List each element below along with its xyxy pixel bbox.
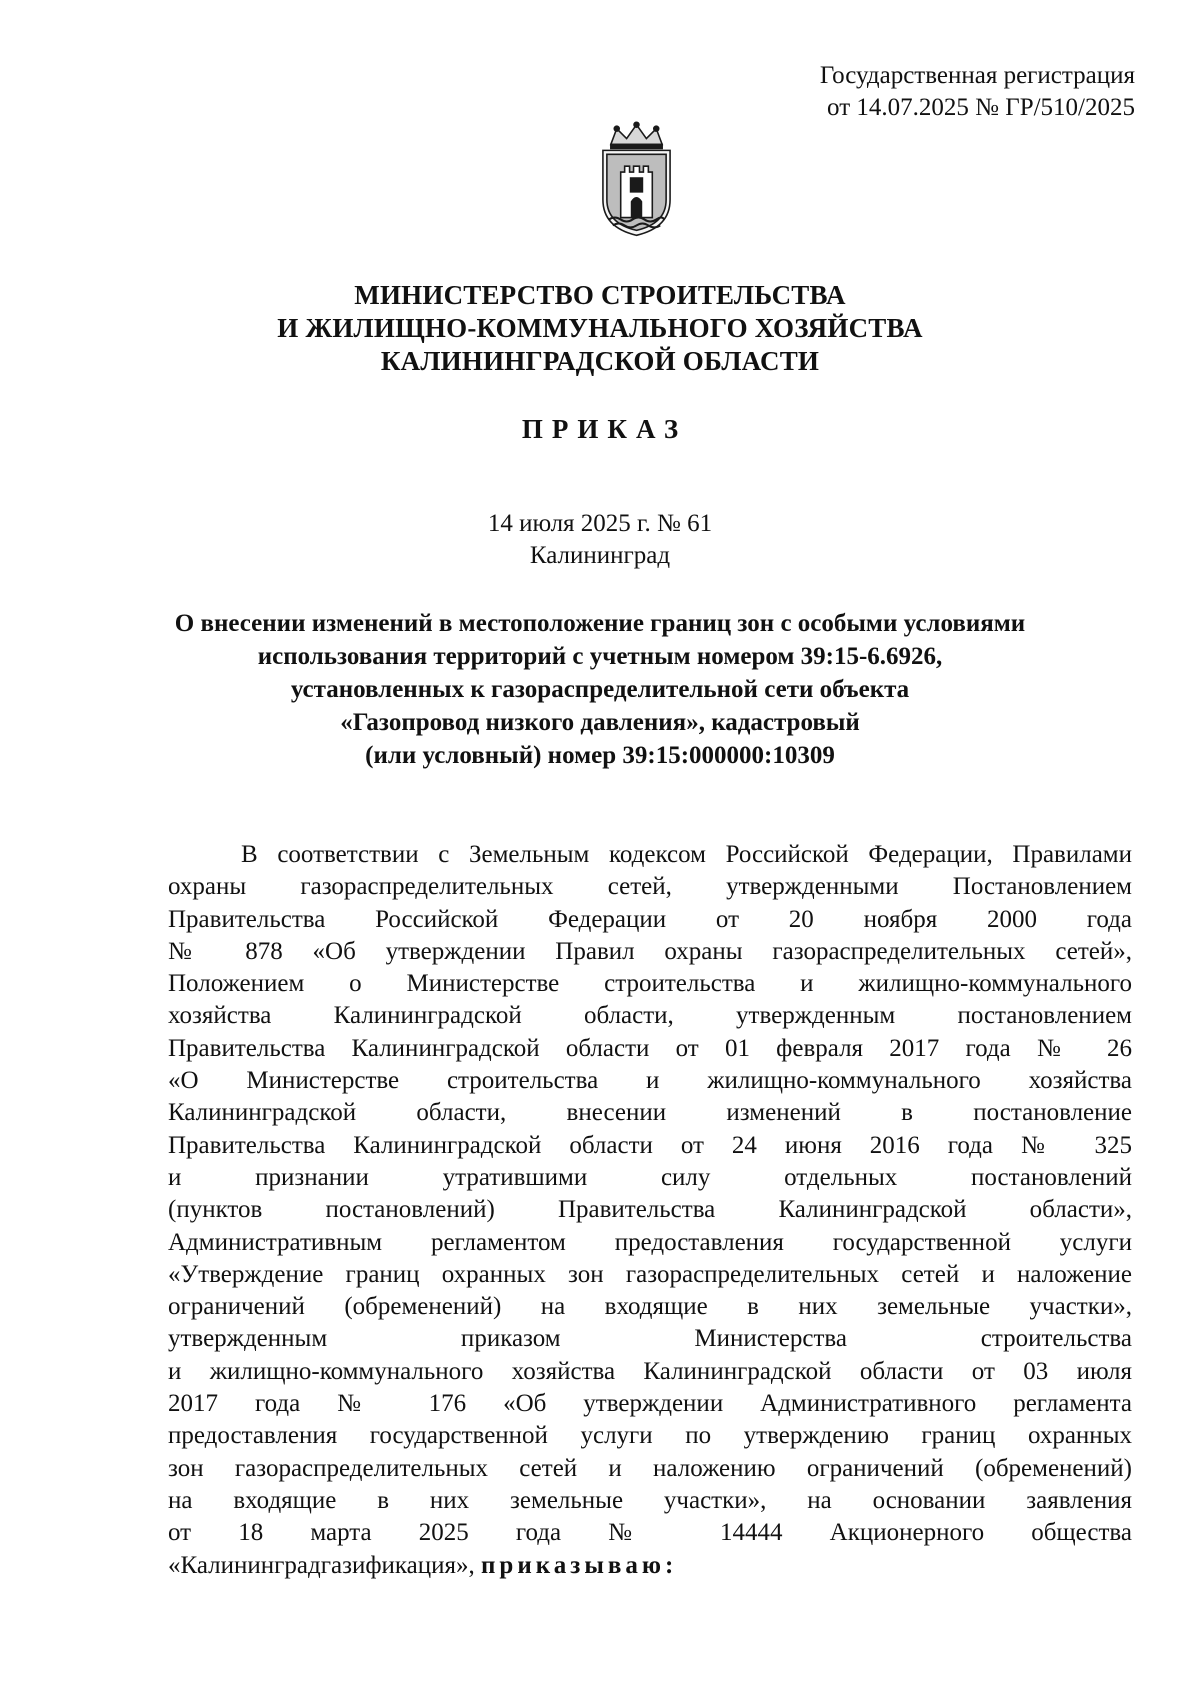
paragraph-line: и признании утратившими силу отдельных постановлений [168,1163,1132,1191]
company-name-text: «Калининградгазификация», [168,1551,475,1579]
subject-line: «Газопровод низкого давления», кадастровый [340,709,860,736]
subject-line: (или условный) номер 39:15:000000:10309 [365,742,835,769]
paragraph-line: Правительства Российской Федерации от 20 ноября 2000 года [168,905,1132,933]
registration-line: Государственная регистрация [819,62,1135,89]
registration-number-line: от 14.07.2025 № ГР/510/2025 [827,94,1135,121]
order-subject-heading [0,607,1200,772]
order-date-number: 14 июля 2025 г. № 61 [487,510,713,537]
ministry-name-line: КАЛИНИНГРАДСКОЙ ОБЛАСТИ [380,346,820,376]
paragraph-line: утвержденным приказом Министерства строительства [168,1325,1132,1353]
registration-stamp [820,60,1135,124]
paragraph-line: № 878 «Об утверждении Правил охраны газораспределительных сетей», [168,937,1132,965]
preamble-paragraph [168,839,1132,1582]
paragraph-line: и жилищно-коммунального хозяйства Калининградской области от 03 июля [168,1357,1132,1385]
document-type-title: ПРИКАЗ [521,414,688,444]
paragraph-line: охраны газораспределительных сетей, утвержденными Постановлением [168,873,1132,901]
ministry-name-line: И ЖИЛИЩНО-КОММУНАЛЬНОГО ХОЗЯЙСТВА [277,313,923,343]
paragraph-line: Положением о Министерстве строительства и жилищно-коммунального [168,970,1132,998]
paragraph-line: Правительства Калининградской области от 24 июня 2016 года № 325 [168,1131,1132,1159]
order-command-text: приказываю: [481,1551,678,1579]
paragraph-line: Калининградской области, внесении изменений в постановление [168,1099,1132,1127]
paragraph-line: «О Министерстве строительства и жилищно-коммунального хозяйства [168,1067,1132,1095]
order-city: Калининград [529,542,671,569]
paragraph-line: на входящие в них земельные участки», на основании заявления [168,1486,1132,1514]
paragraph-line: (пунктов постановлений) Правительства Калининградской области», [168,1196,1132,1224]
paragraph-line: предоставления государственной услуги по утверждению границ охранных [168,1422,1132,1450]
ministry-name [0,279,1200,378]
paragraph-line: от 18 марта 2025 года № 14444 Акционерного общества [168,1519,1132,1547]
subject-line: установленных к газораспределительной сети объекта [290,676,910,703]
ministry-name-line: МИНИСТЕРСТВО СТРОИТЕЛЬСТВА [354,280,846,310]
paragraph-line: Административным регламентом предоставления государственной услуги [168,1228,1132,1256]
paragraph-line: «Утверждение границ охранных зон газораспределительных сетей и наложение [168,1260,1132,1288]
paragraph-line: хозяйства Калининградской области, утвержденным постановлением [168,1002,1132,1030]
subject-line: О внесении изменений в местоположение границ зон с особыми условиями [174,610,1026,637]
paragraph-line: зон газораспределительных сетей и наложению ограничений (обременений) [168,1454,1132,1482]
kaliningrad-coat-of-arms-icon [597,120,676,240]
paragraph-line: 2017 года № 176 «Об утверждении Административного регламента [168,1390,1132,1418]
paragraph-final-line [168,1550,1132,1582]
paragraph-line: Правительства Калининградской области от 01 февраля 2017 года № 26 [168,1034,1132,1062]
order-date-block [0,508,1200,572]
paragraph-line: В соответствии с Земельным кодексом Российской Федерации, Правилами [241,841,1132,868]
subject-line: использования территорий с учетным номером 39:15-6.6926, [257,643,943,670]
paragraph-line: ограничений (обременений) на входящие в них земельные участки», [168,1293,1132,1321]
